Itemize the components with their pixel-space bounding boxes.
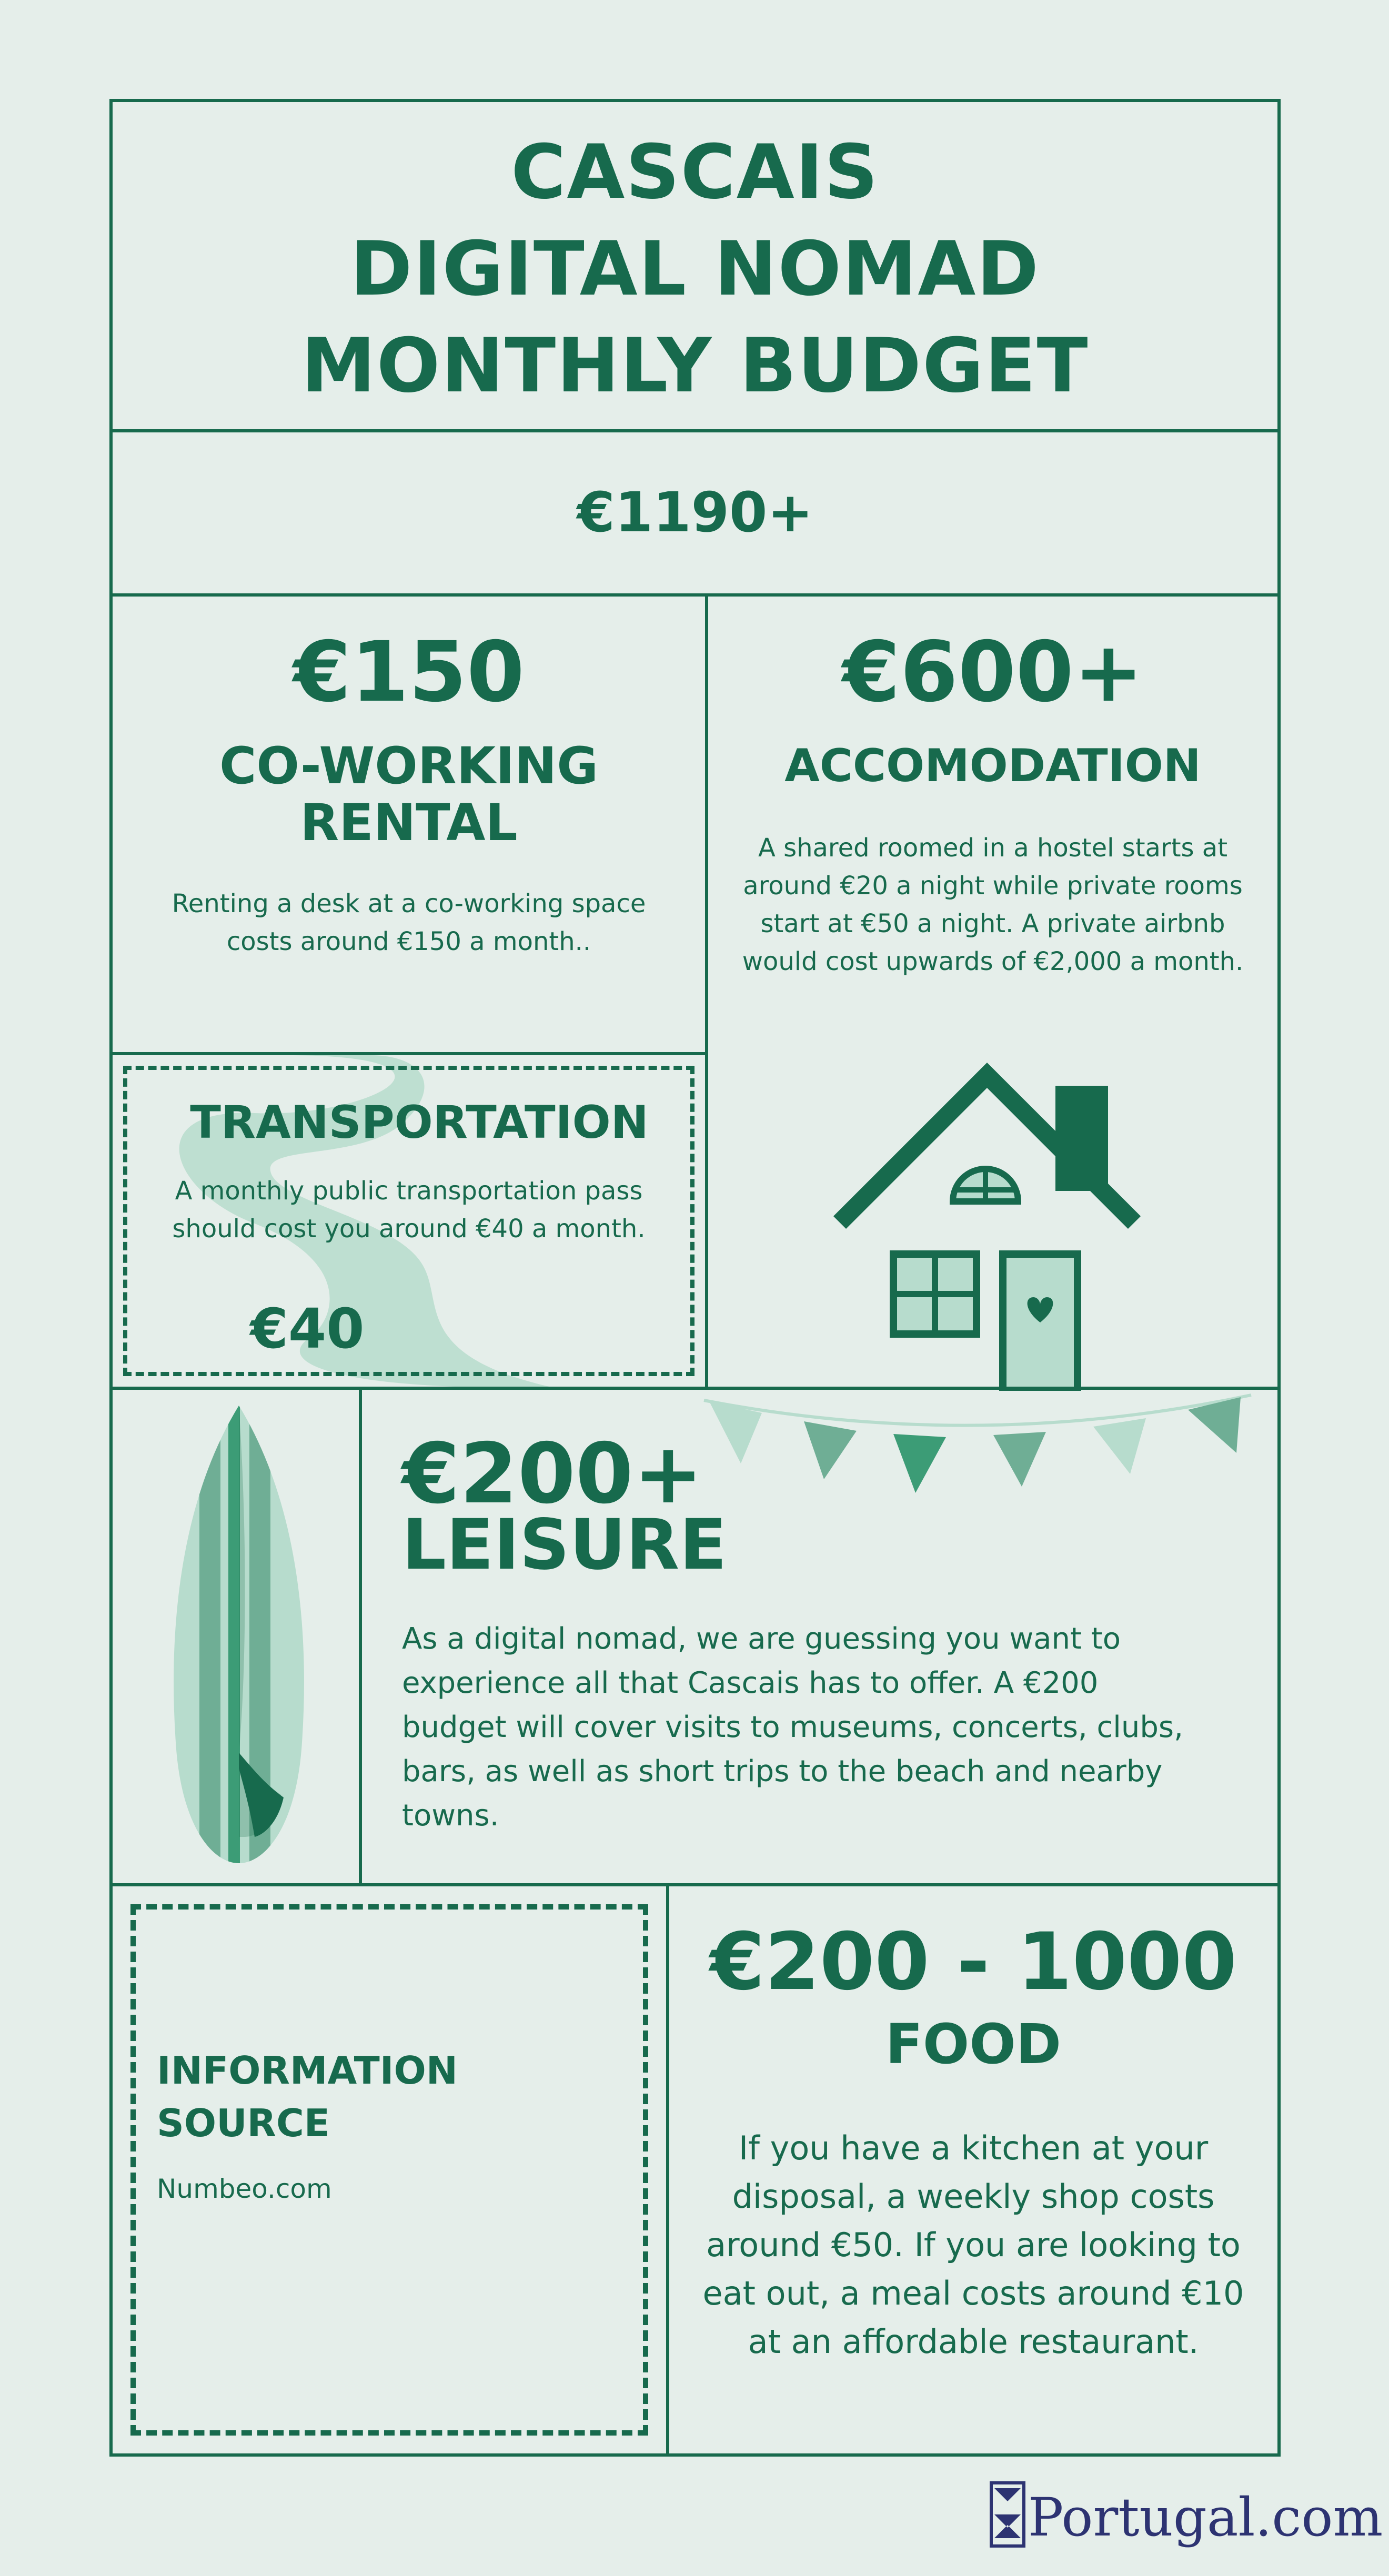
surfboard-icon: [160, 1406, 318, 1868]
info-source-title: INFORMATION SOURCE: [157, 2048, 458, 2145]
title-box: [109, 99, 1281, 432]
leisure-title: LEISURE: [402, 1504, 727, 1585]
coworking-description: Renting a desk at a co-working space costs around €150 a month..: [172, 889, 646, 956]
accommodation-amount: €600+: [842, 624, 1144, 721]
coworking-title: CO-WORKING RENTAL: [219, 736, 599, 852]
total-box: [109, 429, 1281, 597]
transportation-amount: €40: [250, 1297, 365, 1361]
transportation-section: [109, 1052, 708, 1390]
bunting-icon: [699, 1390, 1256, 1548]
transportation-description: A monthly public transportation pass should cost you around €40 a month.: [172, 1176, 646, 1244]
leisure-section: [359, 1387, 1281, 1886]
tile-pattern-icon: [989, 2478, 1026, 2551]
food-description: If you have a kitchen at your disposal, a weekly shop costs around €50. If you are looking to eat out, a meal costs around €10 at an affordable restaurant.: [702, 2129, 1244, 2361]
food-title: FOOD: [885, 2012, 1062, 2076]
food-section: [666, 1883, 1281, 2457]
accommodation-title: ACCOMODATION: [784, 740, 1201, 792]
leisure-amount: €200+: [402, 1426, 703, 1522]
info-dashed-border: [130, 1904, 648, 2436]
logo-text: Portugal.com: [1028, 2487, 1383, 2548]
accommodation-description: A shared roomed in a hostel starts at around €20 a night while private rooms start at €50 a night. A private airbnb would cost upwards of €2,000 a month.: [742, 833, 1244, 976]
leisure-description: As a digital nomad, we are guessing you want to experience all that Cascais has to offer. A €200 budget will cover visits to museums, concerts, clubs, bars, as well as short trips to the beach and nearby towns.: [402, 1622, 1183, 1833]
coworking-amount: €150: [293, 624, 525, 721]
info-source-value: Numbeo.com: [157, 2174, 332, 2204]
coworking-section: [109, 593, 708, 1055]
surfboard-panel: [109, 1387, 362, 1886]
portugal-logo: [989, 2467, 1383, 2557]
house-icon: [829, 1059, 1155, 1391]
food-amount: €200 - 1000: [710, 1916, 1237, 2008]
accommodation-section: [705, 593, 1281, 1390]
transportation-title: TRANSPORTATION: [190, 1096, 649, 1149]
page-title: CASCAIS DIGITAL NOMAD MONTHLY BUDGET: [301, 129, 1089, 409]
info-source-section: [109, 1883, 669, 2457]
total-budget: €1190+: [577, 480, 813, 544]
